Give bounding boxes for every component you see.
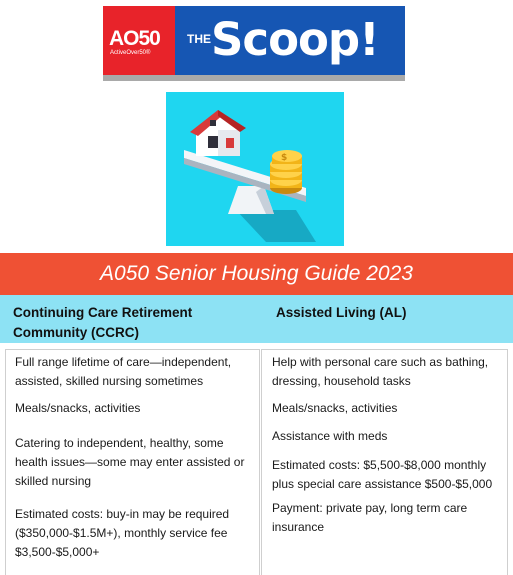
al-item: Estimated costs: $5,500-$8,000 monthly plus special care assistance $500-$5,000	[272, 458, 493, 491]
ccrc-item: Full range lifetime of care—independent, assisted, skilled nursing sometimes	[15, 355, 232, 388]
al-item: Assistance with meds	[272, 429, 388, 443]
ccrc-item: Estimated costs: buy-in may be required ($350,000-$1.5M+), monthly service fee $3,500-$5,000+	[15, 507, 230, 559]
al-item: Meals/snacks, activities	[272, 401, 398, 415]
ccrc-heading: Continuing Care Retirement Community (CCRC)	[13, 305, 193, 340]
ccrc-item: Catering to independent, healthy, some health issues—some may enter assisted or skilled nursing	[15, 436, 245, 488]
logo-the-text: THE	[187, 32, 211, 46]
house-vs-coins-balance-icon	[166, 92, 344, 246]
ao50-logo-text: AO50	[109, 27, 160, 50]
ccrc-item: Meals/snacks, activities	[15, 401, 141, 415]
ccrc-column	[5, 349, 260, 575]
guide-title: A050 Senior Housing Guide 2023	[100, 262, 413, 285]
guide-title-bar	[0, 253, 513, 295]
svg-text:$: $	[281, 153, 288, 163]
al-item: Payment: private pay, long term care insurance	[272, 501, 468, 534]
ao50-logo-block	[103, 6, 175, 75]
assisted-living-column	[261, 349, 508, 575]
ao50-tagline: ActiveOver50®	[110, 50, 151, 56]
banner-underline	[103, 75, 405, 81]
al-item: Help with personal care such as bathing, dressing, household tasks	[272, 355, 489, 388]
assisted-living-heading: Assisted Living (AL)	[276, 305, 407, 320]
scoop-banner	[103, 6, 405, 75]
logo-scoop-text: Scoop!	[211, 13, 379, 66]
